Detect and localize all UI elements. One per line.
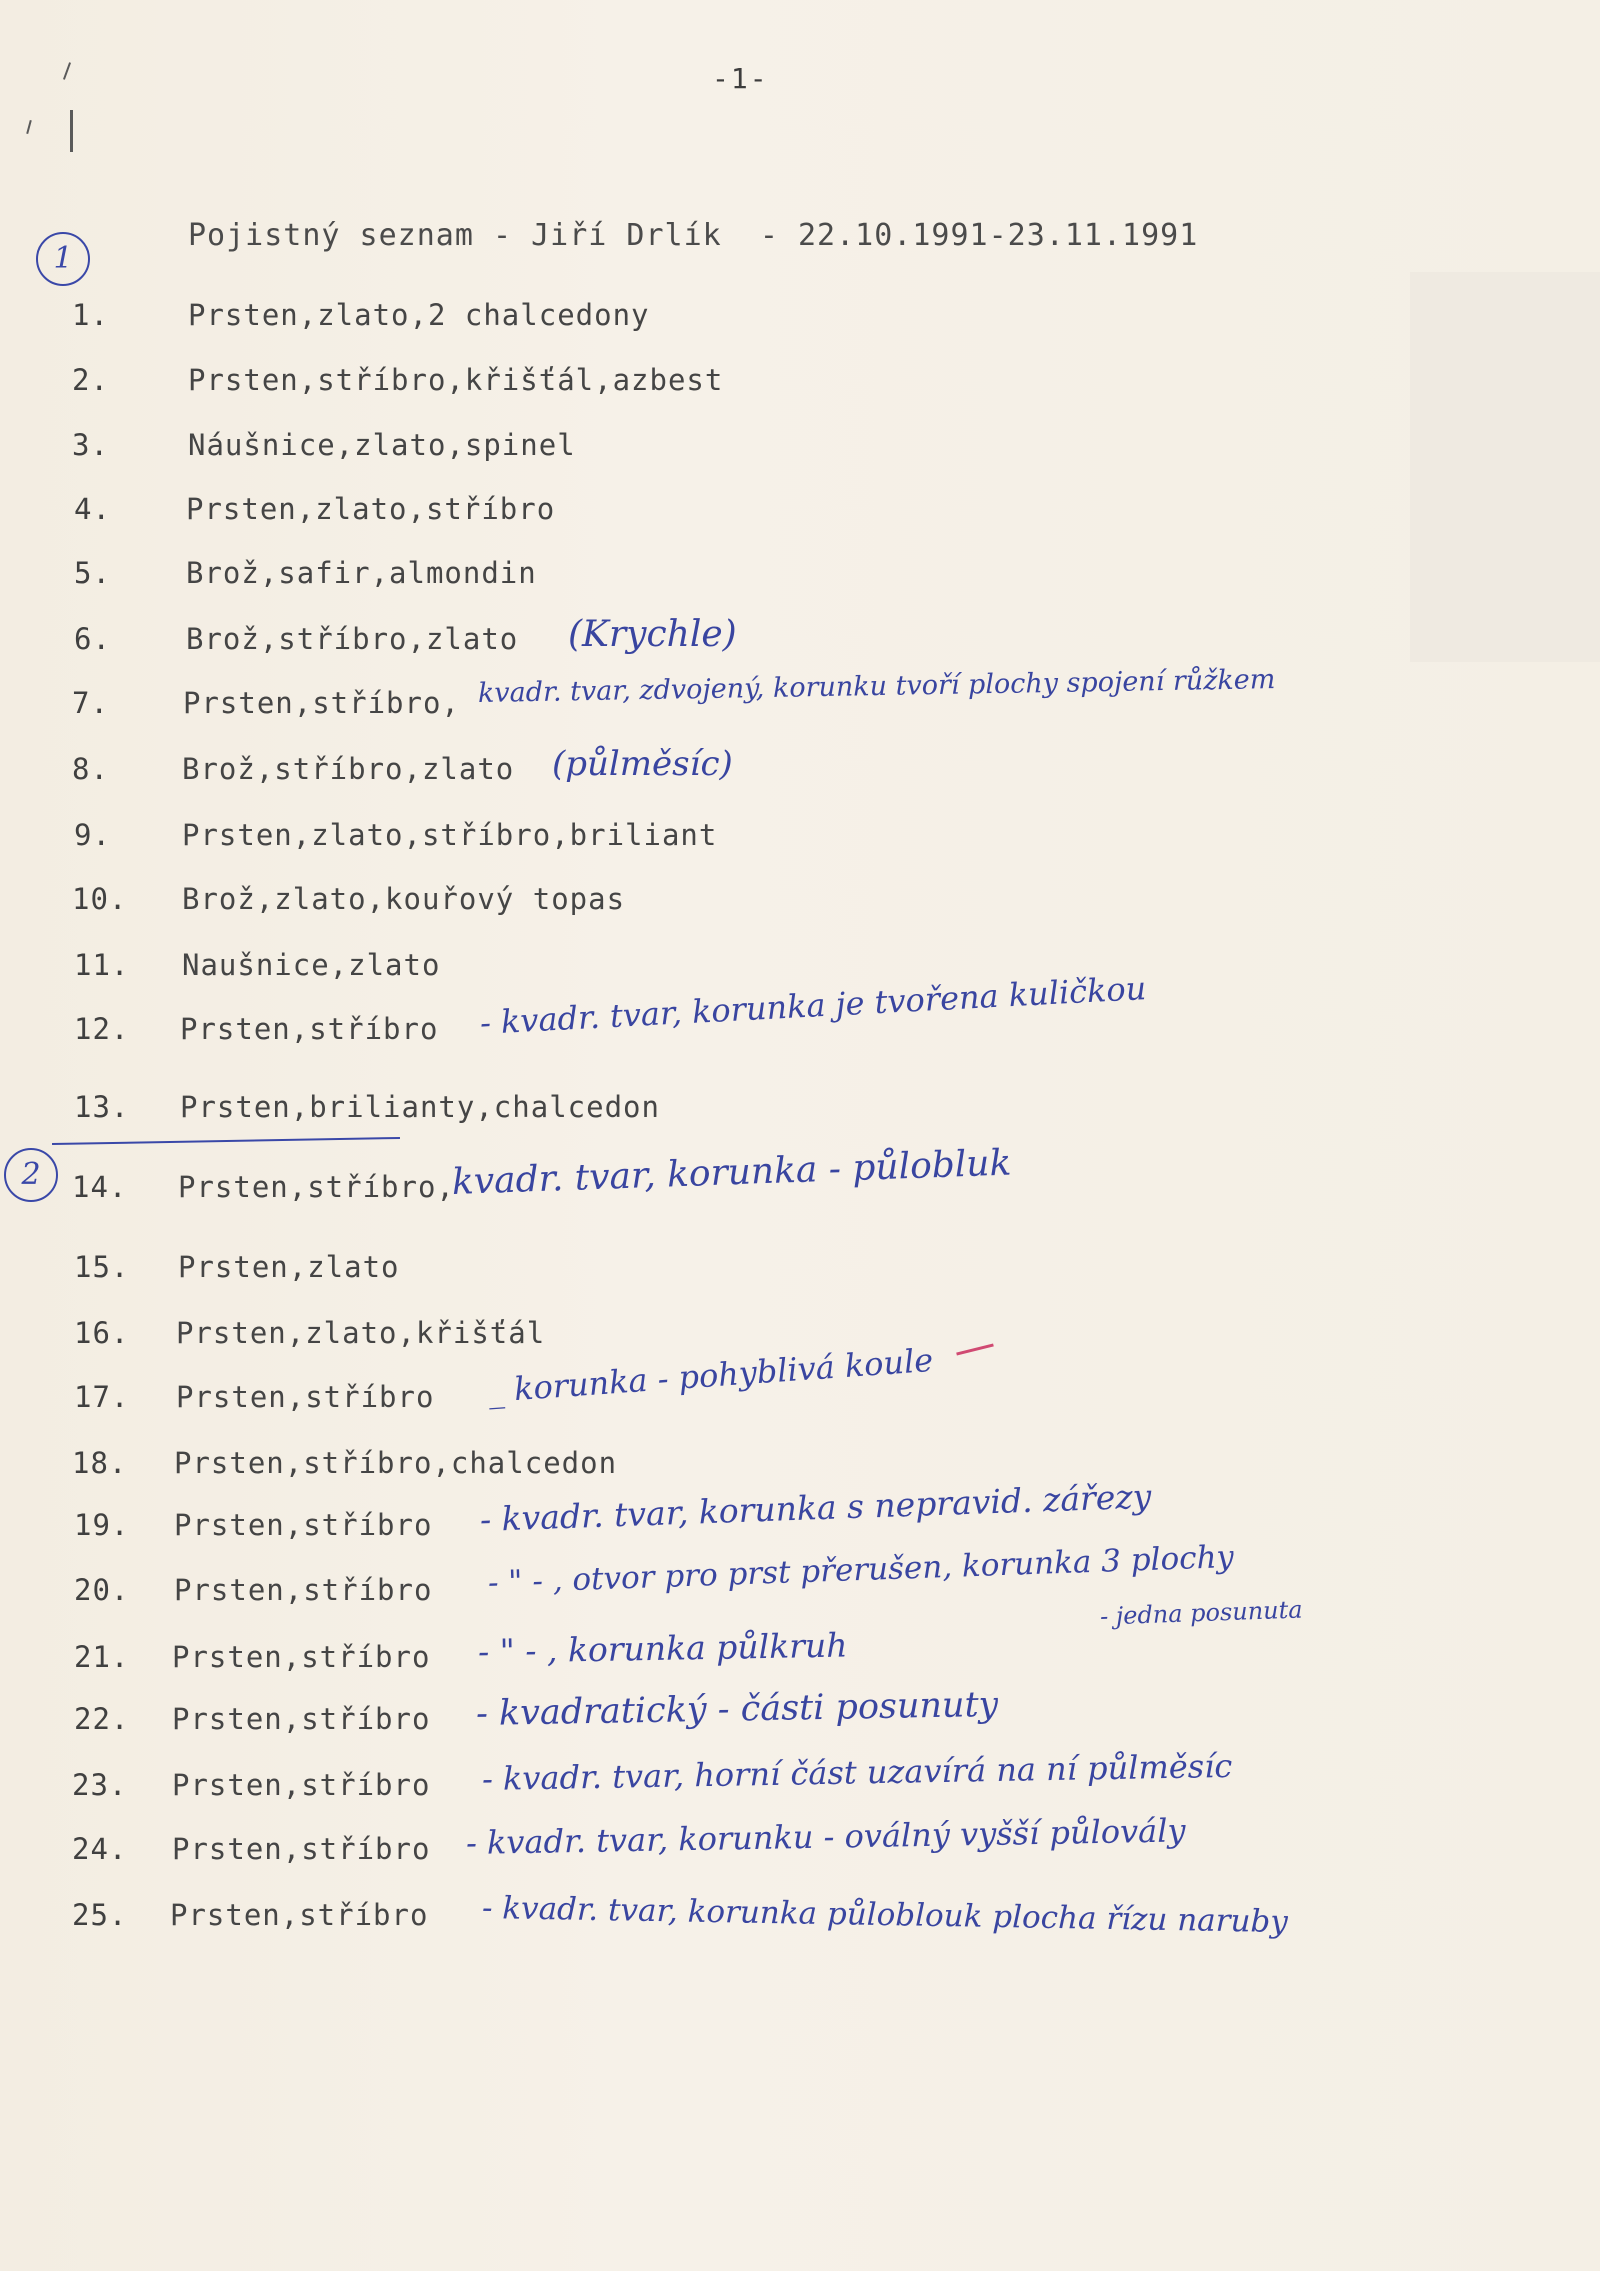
item-description: Naušnice,zlato: [182, 948, 441, 982]
handwritten-note: - kvadratický - části posunuty: [475, 1684, 999, 1734]
page-number: -1-: [712, 62, 769, 95]
item-description: Prsten,zlato,stříbro: [186, 492, 556, 526]
item-description: Brož,zlato,kouřový topas: [182, 882, 626, 916]
item-description: Prsten,stříbro: [174, 1508, 433, 1542]
handwritten-note-continued: - jedna posunuta: [1099, 1595, 1304, 1631]
item-number: 14.: [72, 1170, 128, 1204]
item-description: Prsten,stříbro: [172, 1768, 431, 1802]
document-title: Pojistný seznam - Jiří Drlík - 22.10.1991-23.11.1991: [188, 218, 1199, 253]
item-number: 8.: [72, 752, 109, 786]
item-description: Prsten,zlato,křišťál: [176, 1316, 546, 1350]
handwritten-note: - " - , korunka půlkruh: [477, 1625, 848, 1671]
pen-mark: [70, 110, 73, 152]
item-number: 21.: [74, 1640, 130, 1674]
item-number: 22.: [74, 1702, 130, 1736]
item-number: 24.: [72, 1832, 128, 1866]
item-description: Prsten,zlato,2 chalcedony: [188, 298, 650, 332]
item-description: Brož,stříbro,zlato: [182, 752, 515, 786]
handwritten-note: - kvadr. tvar, korunka půloblouk plocha řízu naruby: [481, 1890, 1289, 1941]
handwritten-note: kvadr. tvar, korunka - půlobluk: [451, 1142, 1012, 1203]
handwritten-note: (Krychle): [568, 614, 737, 655]
item-description: Prsten,stříbro: [172, 1640, 431, 1674]
item-description: Náušnice,zlato,spinel: [188, 428, 576, 462]
handwritten-note: - kvadr. tvar, horní část uzavírá na ní půlměsíc: [481, 1746, 1233, 1798]
section-1-mark: 1: [36, 232, 90, 286]
item-number: 12.: [74, 1012, 130, 1046]
item-description: Prsten,stříbro,: [183, 686, 460, 720]
handwritten-note: - kvadr. tvar, korunku - oválný vyšší půlovály: [465, 1811, 1186, 1862]
handwritten-note: (půlměsíc): [552, 744, 733, 784]
item-number: 9.: [74, 818, 111, 852]
handwritten-note: - " - , otvor pro prst přerušen, korunka 3 plochy: [487, 1538, 1235, 1601]
item-number: 19.: [74, 1508, 130, 1542]
item-number: 3.: [72, 428, 109, 462]
item-description: Prsten,brilianty,chalcedon: [180, 1090, 660, 1124]
item-number: 5.: [74, 556, 111, 590]
item-description: Prsten,stříbro: [174, 1573, 433, 1607]
item-description: Prsten,stříbro: [176, 1380, 435, 1414]
item-description: Prsten,stříbro,křišťál,azbest: [188, 363, 724, 397]
handwritten-note: - kvadr. tvar, korunka s nepravid. zářezy: [479, 1476, 1152, 1539]
item-number: 6.: [74, 622, 111, 656]
tape-patch: [1410, 272, 1600, 662]
item-number: 17.: [74, 1380, 130, 1414]
handwritten-note: kvadr. tvar, zdvojený, korunku tvoří plochy spojení růžkem: [477, 664, 1276, 709]
item-number: 10.: [72, 882, 128, 916]
item-number: 11.: [74, 948, 130, 982]
item-description: Brož,safir,almondin: [186, 556, 537, 590]
section-2-mark: 2: [4, 1148, 58, 1202]
item-number: 15.: [74, 1250, 130, 1284]
item-number: 1.: [72, 298, 109, 332]
item-number: 16.: [74, 1316, 130, 1350]
item-number: 20.: [74, 1573, 130, 1607]
item-description: Prsten,stříbro: [172, 1702, 431, 1736]
item-description: Prsten,stříbro,: [178, 1170, 455, 1204]
item-description: Prsten,stříbro: [180, 1012, 439, 1046]
item-description: Prsten,zlato,stříbro,briliant: [182, 818, 718, 852]
handwritten-note: - kvadr. tvar, korunka je tvořena kuličkou: [479, 969, 1148, 1042]
item-description: Prsten,zlato: [178, 1250, 400, 1284]
handwritten-note: _ korunka - pohyblivá koule: [486, 1340, 935, 1410]
item-description: Prsten,stříbro: [170, 1898, 429, 1932]
item-description: Prsten,stříbro,chalcedon: [174, 1446, 618, 1480]
item-number: 23.: [72, 1768, 128, 1802]
item-description: Prsten,stříbro: [172, 1832, 431, 1866]
item-number: 7.: [72, 686, 109, 720]
item-number: 13.: [74, 1090, 130, 1124]
item-number: 18.: [72, 1446, 128, 1480]
item-number: 2.: [72, 363, 109, 397]
item-number: 25.: [72, 1898, 128, 1932]
item-description: Brož,stříbro,zlato: [186, 622, 519, 656]
item-number: 4.: [74, 492, 111, 526]
